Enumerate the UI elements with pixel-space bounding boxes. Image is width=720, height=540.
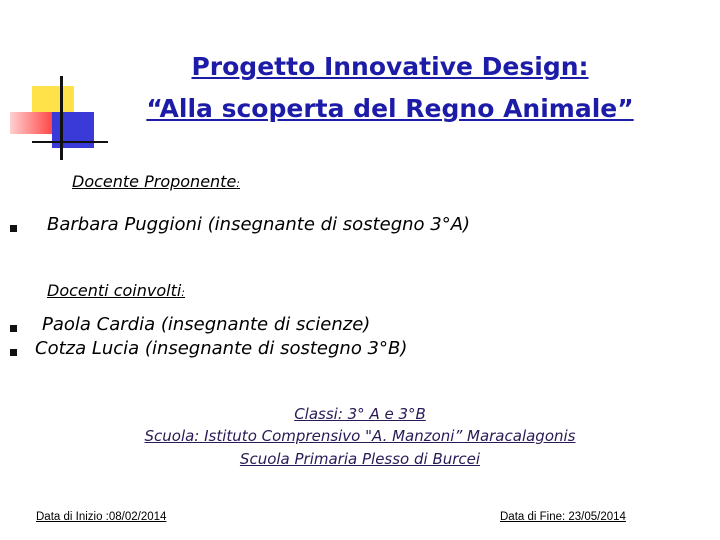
coinvolti-heading-colon: :: [181, 286, 186, 299]
plesso-line: Scuola Primaria Plesso di Burcei: [239, 450, 481, 468]
end-date: Data di Fine: 23/05/2014: [500, 511, 626, 523]
coinvolti-item-2: Cotza Lucia (insegnante di sostegno 3°B): [35, 338, 408, 359]
proponente-heading-colon: :: [236, 177, 241, 190]
start-date: Data di Inizio :08/02/2014: [36, 511, 167, 523]
title-line-2: “Alla scoperta del Regno Animale”: [146, 94, 634, 123]
school-line: Scuola: Istituto Comprensivo "A. Manzoni” Maracalagonis: [144, 427, 576, 445]
decor-vertical-line: [60, 76, 63, 160]
coinvolti-heading: [47, 281, 185, 300]
bullet-icon: [10, 225, 17, 232]
decor-horizontal-line: [32, 141, 108, 143]
coinvolti-heading-text: Docenti coinvolti: [47, 281, 182, 300]
proponente-heading: [72, 172, 240, 191]
title-line-1: Progetto Innovative Design:: [191, 52, 589, 81]
classes-line: Classi: 3° A e 3°B: [294, 405, 426, 423]
bullet-icon: [10, 325, 17, 332]
proponente-item: Barbara Puggioni (insegnante di sostegno 3°A): [47, 214, 471, 235]
coinvolti-item-1: Paola Cardia (insegnante di scienze): [42, 314, 371, 335]
decor-red-bar: [10, 112, 56, 134]
bullet-icon: [10, 349, 17, 356]
proponente-heading-text: Docente Proponente: [72, 172, 237, 191]
